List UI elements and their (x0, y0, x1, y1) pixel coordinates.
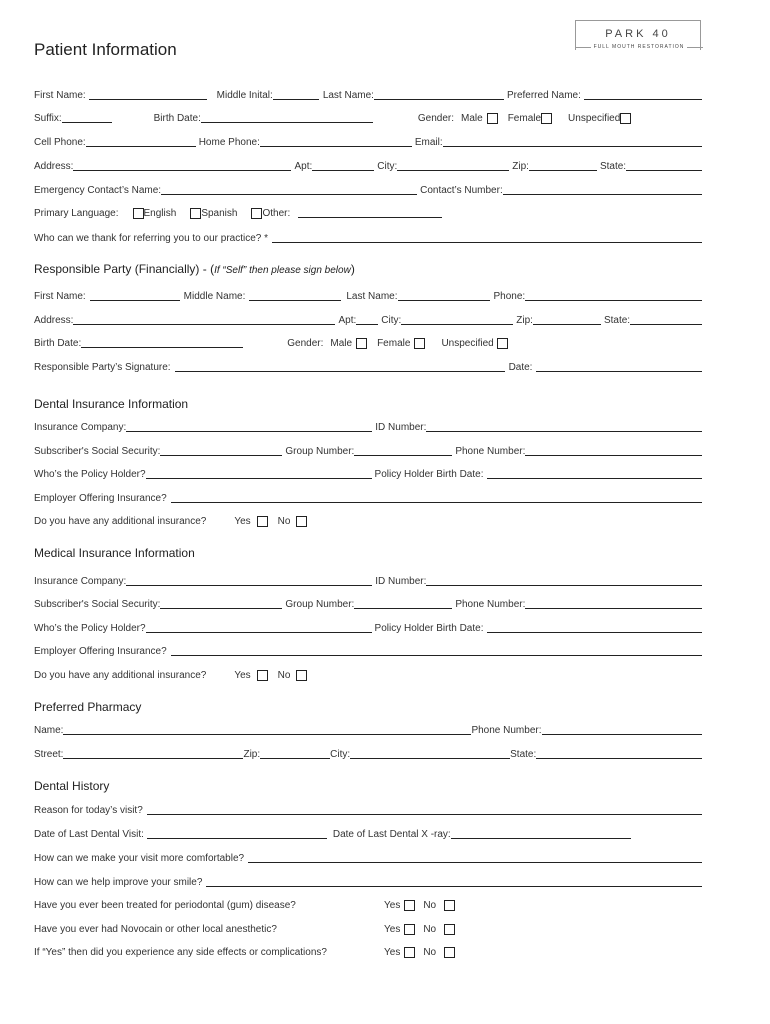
gender-female-label: Female (507, 113, 542, 124)
resp-zip-label: Zip: (516, 315, 533, 326)
improve-smile-field[interactable] (206, 886, 702, 887)
gender-unspecified-checkbox[interactable] (620, 113, 631, 124)
state-label: State: (599, 161, 627, 172)
resp-gender-male-checkbox[interactable] (356, 338, 367, 349)
responsible-name-row (34, 289, 702, 303)
medical-ins-id-field[interactable] (426, 585, 702, 586)
resp-birth-date-label: Birth Date: (34, 338, 82, 349)
address-label: Address: (34, 161, 74, 172)
preferred-name-field[interactable] (584, 99, 702, 100)
resp-gender-unspecified-checkbox[interactable] (497, 338, 508, 349)
emergency-contact-row (34, 183, 702, 197)
side-effects-yes-checkbox[interactable] (404, 947, 415, 958)
gender-male-label: Male (461, 113, 483, 124)
medical-ins-yes-checkbox[interactable] (257, 670, 268, 681)
email-label: Email: (414, 137, 443, 148)
medical-insurance-heading: Medical Insurance Information (34, 546, 195, 560)
logo-subtitle-text: FULL MOUTH RESTORATION (593, 44, 685, 50)
middle-initial-label: Middle Inital: (216, 90, 273, 101)
referral-field[interactable] (272, 242, 702, 243)
logo-text: PARK 40 (605, 28, 671, 40)
resp-first-name-label: First Name: (34, 291, 86, 302)
emergency-contact-field[interactable] (161, 194, 417, 195)
cell-phone-field[interactable] (86, 146, 196, 147)
resp-signature-label: Responsible Party’s Signature: (34, 362, 171, 373)
pharmacy-city-label: City: (330, 749, 351, 760)
dental-ins-no-label: No (277, 516, 291, 527)
medical-ins-ssn-row (34, 597, 702, 611)
side-effects-label: If “Yes” then did you experience any side effects or complications? (34, 947, 327, 958)
dental-insurance-heading: Dental Insurance Information (34, 397, 189, 411)
suffix-label: Suffix: (34, 113, 62, 124)
medical-ins-phone-field[interactable] (525, 608, 702, 609)
medical-ins-ssn-field[interactable] (160, 608, 282, 609)
first-name-field[interactable] (89, 99, 207, 100)
dental-ins-yes-checkbox[interactable] (257, 516, 268, 527)
pharmacy-street-label: Street: (34, 749, 64, 760)
novocain-label: Have you ever had Novocain or other local anesthetic? (34, 924, 277, 935)
dental-ins-additional-label: Do you have any additional insurance? (34, 516, 207, 527)
medical-ins-no-label: No (277, 670, 291, 681)
novocain-no-checkbox[interactable] (444, 924, 455, 935)
comfortable-row (34, 851, 702, 865)
resp-birth-date-field[interactable] (81, 347, 243, 348)
dental-ins-group-label: Group Number: (285, 446, 355, 457)
patient-address-row (34, 159, 702, 173)
reason-visit-row (34, 803, 702, 817)
pharmacy-zip-label: Zip: (243, 749, 261, 760)
dental-ins-holder-birth-label: Policy Holder Birth Date: (374, 469, 484, 480)
medical-ins-ssn-label: Subscriber's Social Security: (34, 599, 161, 610)
resp-middle-name-field[interactable] (249, 300, 341, 301)
resp-gender-unspecified-label: Unspecified (441, 338, 494, 349)
medical-ins-phone-label: Phone Number: (455, 599, 526, 610)
medical-ins-holder-birth-label: Policy Holder Birth Date: (374, 623, 484, 634)
last-visit-row (34, 827, 702, 841)
last-name-field[interactable] (374, 99, 504, 100)
email-field[interactable] (443, 146, 702, 147)
language-spanish-checkbox[interactable] (190, 208, 201, 219)
referral-row (34, 231, 702, 245)
resp-apt-label: Apt: (338, 315, 357, 326)
apt-field[interactable] (312, 170, 374, 171)
dental-ins-id-label: ID Number: (375, 422, 427, 433)
medical-ins-holder-row (34, 621, 702, 635)
medical-ins-employer-field[interactable] (171, 655, 702, 656)
medical-ins-holder-label: Who’s the Policy Holder? (34, 623, 146, 634)
responsible-heading-note: If “Self” then please sign below (214, 265, 351, 276)
resp-city-label: City: (381, 315, 402, 326)
first-name-label: First Name: (34, 90, 86, 101)
pharmacy-phone-field[interactable] (542, 734, 703, 735)
language-other-label: Other: (262, 208, 291, 219)
resp-address-field[interactable] (73, 324, 335, 325)
dental-ins-company-label: Insurance Company: (34, 422, 127, 433)
contact-number-field[interactable] (503, 194, 702, 195)
pharmacy-name-label: Name: (34, 725, 64, 736)
dental-ins-yes-label: Yes (234, 516, 251, 527)
language-english-checkbox[interactable] (133, 208, 144, 219)
resp-date-field[interactable] (536, 371, 702, 372)
gender-unspecified-label: Unspecified (568, 113, 621, 124)
contact-number-label: Contact’s Number: (420, 185, 503, 196)
dental-ins-phone-label: Phone Number: (455, 446, 526, 457)
side-effects-row (34, 945, 702, 959)
gender-female-checkbox[interactable] (541, 113, 552, 124)
perio-no-checkbox[interactable] (444, 900, 455, 911)
primary-language-label: Primary Language: (34, 208, 119, 219)
resp-city-field[interactable] (401, 324, 513, 325)
resp-signature-field[interactable] (175, 371, 505, 372)
resp-state-field[interactable] (630, 324, 702, 325)
dental-ins-employer-field[interactable] (171, 502, 702, 503)
home-phone-label: Home Phone: (198, 137, 260, 148)
medical-ins-group-field[interactable] (354, 608, 452, 609)
medical-ins-group-label: Group Number: (285, 599, 355, 610)
reason-visit-field[interactable] (147, 814, 702, 815)
medical-ins-additional-label: Do you have any additional insurance? (34, 670, 207, 681)
resp-zip-field[interactable] (533, 324, 601, 325)
last-xray-field[interactable] (451, 838, 631, 839)
dental-ins-phone-field[interactable] (525, 455, 702, 456)
resp-address-label: Address: (34, 315, 74, 326)
side-effects-no-checkbox[interactable] (444, 947, 455, 958)
last-name-label: Last Name: (322, 90, 374, 101)
zip-label: Zip: (512, 161, 529, 172)
birth-date-field[interactable] (201, 122, 373, 123)
resp-phone-label: Phone: (493, 291, 526, 302)
resp-phone-field[interactable] (525, 300, 702, 301)
page-title: Patient Information (34, 40, 177, 59)
medical-ins-holder-field[interactable] (146, 632, 372, 633)
dental-ins-no-checkbox[interactable] (296, 516, 307, 527)
patient-phone-row (34, 135, 702, 149)
medical-ins-no-checkbox[interactable] (296, 670, 307, 681)
reason-visit-label: Reason for today’s visit? (34, 805, 143, 816)
improve-smile-label: How can we help improve your smile? (34, 877, 203, 888)
pharmacy-name-field[interactable] (63, 734, 471, 735)
last-xray-label: Date of Last Dental X -ray: (332, 829, 451, 840)
comfortable-label: How can we make your visit more comfortable? (34, 853, 245, 864)
side-effects-no-label: No (423, 947, 437, 958)
resp-first-name-field[interactable] (90, 300, 180, 301)
resp-gender-female-label: Female (377, 338, 411, 349)
resp-gender-male-label: Male (330, 338, 353, 349)
novocain-yes-label: Yes (384, 924, 401, 935)
cell-phone-label: Cell Phone: (34, 137, 86, 148)
apt-label: Apt: (294, 161, 313, 172)
dental-ins-holder-field[interactable] (146, 478, 372, 479)
medical-ins-id-label: ID Number: (375, 576, 427, 587)
resp-date-label: Date: (508, 362, 533, 373)
resp-gender-female-checkbox[interactable] (414, 338, 425, 349)
middle-initial-field[interactable] (273, 99, 319, 100)
responsible-address-row (34, 313, 702, 327)
dental-ins-ssn-label: Subscriber's Social Security: (34, 446, 161, 457)
dental-ins-holder-row (34, 467, 702, 481)
pharmacy-state-label: State: (510, 749, 537, 760)
pharmacy-heading: Preferred Pharmacy (34, 700, 142, 714)
perio-row (34, 898, 702, 912)
gender-label: Gender: (417, 113, 454, 124)
dental-ins-additional-row (34, 514, 702, 528)
dental-history-heading: Dental History (34, 779, 110, 793)
primary-language-row (34, 206, 702, 220)
perio-label: Have you ever been treated for periodontal (gum) disease? (34, 900, 296, 911)
medical-ins-employer-label: Employer Offering Insurance? (34, 646, 167, 657)
last-visit-label: Date of Last Dental Visit: (34, 829, 144, 840)
last-visit-field[interactable] (147, 838, 327, 839)
responsible-signature-row (34, 360, 702, 374)
perio-no-label: No (423, 900, 437, 911)
medical-ins-company-row (34, 574, 702, 588)
novocain-row (34, 922, 702, 936)
pharmacy-phone-label: Phone Number: (471, 725, 542, 736)
dental-ins-id-field[interactable] (426, 431, 702, 432)
dental-ins-company-field[interactable] (126, 431, 372, 432)
suffix-field[interactable] (62, 122, 112, 123)
birth-date-label: Birth Date: (153, 113, 201, 124)
pharmacy-street-row (34, 747, 702, 761)
responsible-heading-end: ) (350, 262, 355, 276)
city-field[interactable] (397, 170, 509, 171)
dental-ins-ssn-field[interactable] (160, 455, 282, 456)
responsible-party-heading (34, 262, 355, 276)
medical-ins-holder-birth-field[interactable] (487, 632, 702, 633)
state-field[interactable] (626, 170, 702, 171)
medical-ins-employer-row (34, 644, 702, 658)
language-spanish-label: Spanish (201, 208, 238, 219)
patient-name-row (34, 88, 702, 102)
perio-yes-checkbox[interactable] (404, 900, 415, 911)
resp-state-label: State: (603, 315, 631, 326)
perio-yes-label: Yes (384, 900, 401, 911)
language-english-label: English (143, 208, 177, 219)
resp-last-name-label: Last Name: (346, 291, 398, 302)
novocain-no-label: No (423, 924, 437, 935)
dental-ins-holder-label: Who’s the Policy Holder? (34, 469, 146, 480)
language-other-checkbox[interactable] (251, 208, 262, 219)
pharmacy-zip-field[interactable] (260, 758, 330, 759)
dental-ins-ssn-row (34, 444, 702, 458)
pharmacy-street-field[interactable] (63, 758, 243, 759)
pharmacy-state-field[interactable] (536, 758, 702, 759)
medical-ins-company-label: Insurance Company: (34, 576, 127, 587)
resp-last-name-field[interactable] (398, 300, 490, 301)
resp-apt-field[interactable] (356, 324, 378, 325)
resp-gender-label: Gender: (287, 338, 324, 349)
pharmacy-name-row (34, 723, 702, 737)
responsible-heading-text: Responsible Party (Financially) - ( (34, 262, 215, 276)
side-effects-yes-label: Yes (384, 947, 401, 958)
patient-suffix-row (34, 111, 702, 125)
resp-middle-name-label: Middle Name: (183, 291, 246, 302)
gender-male-checkbox[interactable] (487, 113, 498, 124)
dental-ins-group-field[interactable] (354, 455, 452, 456)
medical-ins-additional-row (34, 668, 702, 682)
comfortable-field[interactable] (248, 862, 702, 863)
preferred-name-label: Preferred Name: (506, 90, 581, 101)
dental-ins-holder-birth-field[interactable] (487, 478, 702, 479)
referral-label: Who can we thank for referring you to our practice? * (34, 233, 269, 244)
dental-ins-employer-row (34, 491, 702, 505)
novocain-yes-checkbox[interactable] (404, 924, 415, 935)
home-phone-field[interactable] (260, 146, 412, 147)
improve-smile-row (34, 875, 702, 889)
city-label: City: (377, 161, 398, 172)
zip-field[interactable] (529, 170, 597, 171)
emergency-contact-label: Emergency Contact’s Name: (34, 185, 162, 196)
pharmacy-city-field[interactable] (350, 758, 510, 759)
medical-ins-yes-label: Yes (234, 670, 251, 681)
dental-ins-employer-label: Employer Offering Insurance? (34, 493, 167, 504)
medical-ins-company-field[interactable] (126, 585, 372, 586)
language-other-field[interactable] (298, 217, 442, 218)
logo-subtitle (575, 44, 703, 50)
dental-ins-company-row (34, 420, 702, 434)
responsible-birth-row (34, 336, 702, 350)
address-field[interactable] (73, 170, 291, 171)
